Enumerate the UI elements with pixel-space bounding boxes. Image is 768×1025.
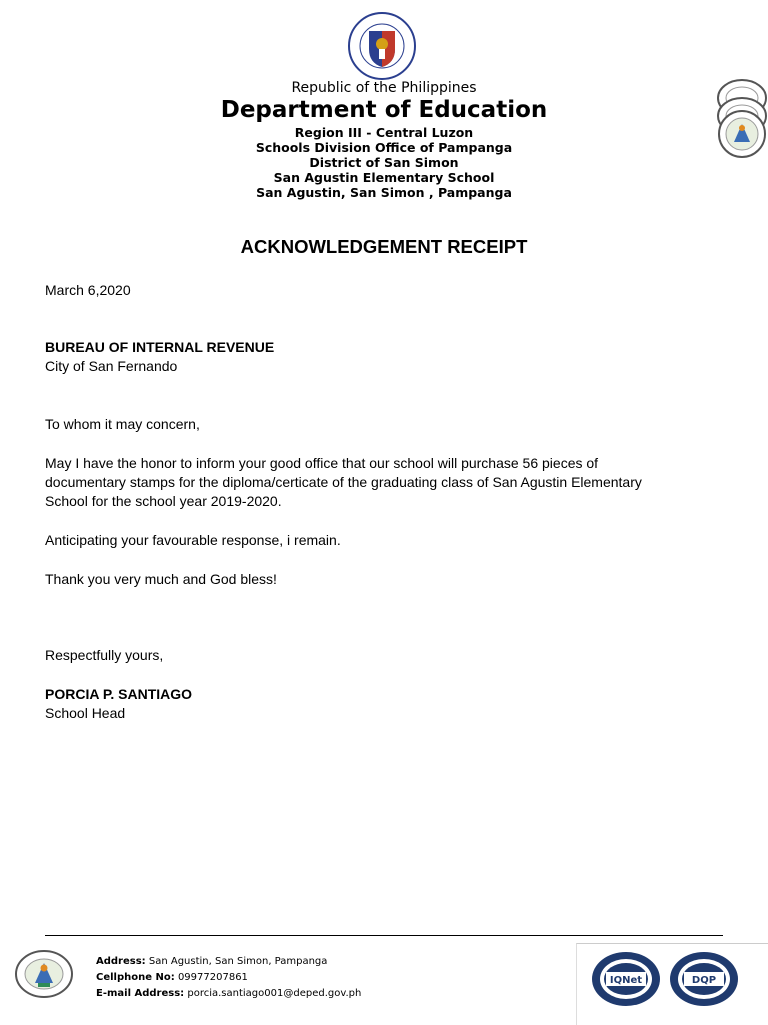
footer-address-value: San Agustin, San Simon, Pampanga [148,956,328,967]
signatory-name: PORCIA P. SANTIAGO [45,686,193,702]
region-line: Region III - Central Luzon [294,125,474,140]
footer-school-seal [14,949,74,999]
signatory-title: School Head [45,705,126,721]
footer-email-label: E-mail Address: [96,988,185,999]
footer-email-value[interactable]: porcia.santiago001@deped.gov.ph [187,988,362,999]
document-title: ACKNOWLEDGEMENT RECEIPT [240,236,528,257]
salutation: To whom it may concern, [45,416,200,432]
footer-phone [96,972,248,983]
recipient-city: City of San Fernando [45,358,178,374]
recipient-name: BUREAU OF INTERNAL REVENUE [45,339,275,355]
republic-heading: Republic of the Philippines [291,80,477,96]
school-seals-stack [716,78,768,160]
body-paragraph-2: Anticipating your favourable response, i remain. [45,532,341,548]
division-line: Schools Division Office of Pampanga [255,140,513,155]
footer-phone-value: 09977207861 [177,972,248,983]
footer-address [96,956,327,967]
school-address-line: San Agustin, San Simon , Pampanga [256,185,512,200]
department-heading: Department of Education [220,97,548,123]
iqnet-text: IQNet [609,975,643,986]
letter-date: March 6,2020 [45,282,131,298]
footer-phone-label: Cellphone No: [96,972,175,983]
body-paragraph-1-line-2: documentary stamps for the diploma/certicate of the graduating class of San Agustin Elementary [45,474,642,490]
iqnet-certification-badge [590,950,662,1008]
district-line: District of San Simon [309,155,459,170]
body-paragraph-1-line-3: School for the school year 2019-2020. [45,493,282,509]
body-paragraph-1-line-1: May I have the honor to inform your good office that our school will purchase 56 pieces of [45,455,599,471]
deped-seal-logo [343,11,421,81]
dqp-certification-badge [668,950,740,1008]
dqp-text: DQP [691,975,717,986]
school-line: San Agustin Elementary School [273,170,495,185]
body-paragraph-3: Thank you very much and God bless! [45,571,277,587]
footer-address-label: Address: [96,956,146,967]
closing: Respectfully yours, [45,647,164,663]
footer-divider [45,935,723,936]
footer-email [96,988,361,999]
